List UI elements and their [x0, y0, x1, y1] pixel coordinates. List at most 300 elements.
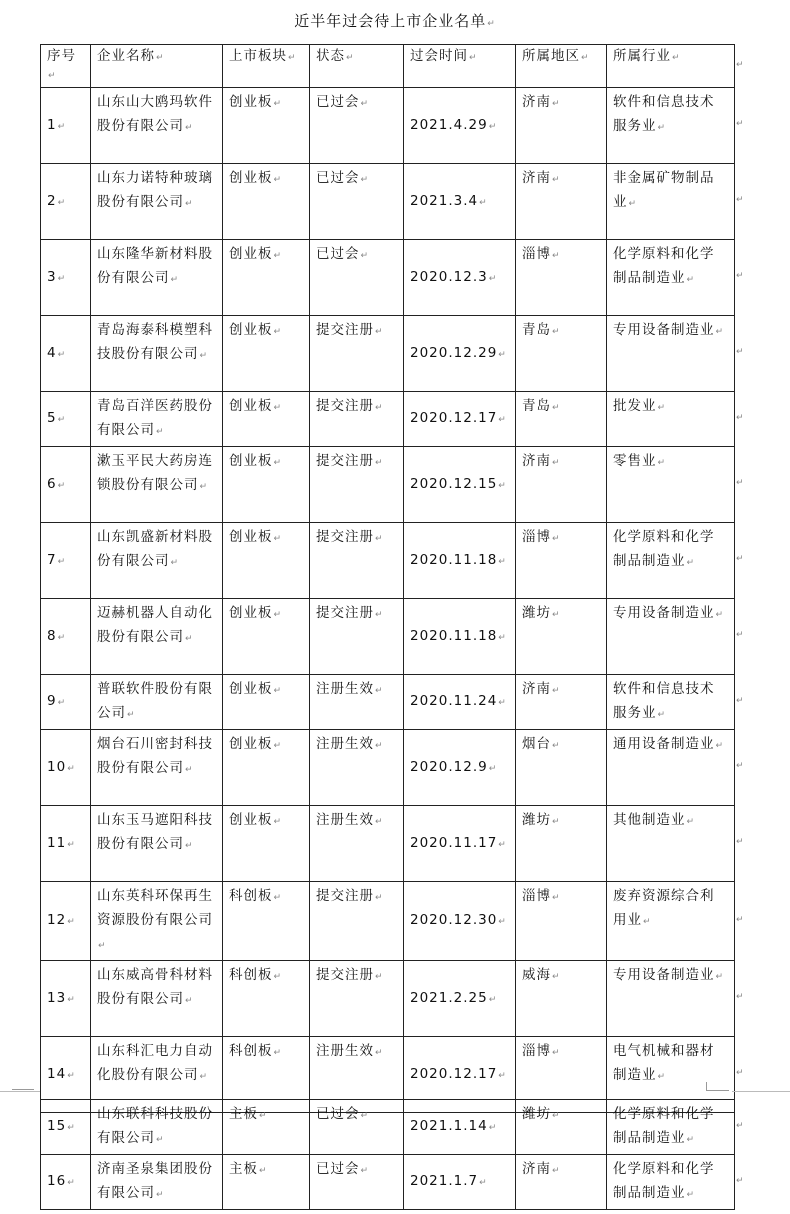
paragraph-mark-icon: ↵ [552, 1048, 561, 1058]
cell-text: 科创板 [229, 888, 273, 904]
cell-text: 已过会 [316, 246, 360, 262]
cell-text: 主板 [229, 1161, 258, 1177]
table-row [41, 730, 735, 806]
cell-text: 创业板 [229, 398, 273, 414]
cell-text: 普联软件股份有限公司 [97, 681, 213, 721]
cell-text: 淄博 [522, 529, 551, 545]
cell-name [91, 88, 223, 164]
paragraph-mark-icon: ↵ [375, 403, 384, 413]
paragraph-mark-icon: ↵ [488, 763, 498, 774]
cell-text: 零售业 [613, 453, 657, 469]
paragraph-mark-icon: ↵ [581, 53, 590, 63]
paragraph-mark-icon: ↵ [57, 556, 67, 567]
paragraph-mark-icon: ↵ [185, 841, 194, 851]
cell-industry [607, 240, 735, 316]
cell-name [91, 447, 223, 523]
paragraph-mark-icon: ↵ [479, 197, 488, 208]
cell-text: 专用设备制造业 [613, 322, 715, 338]
cell-text: 青岛百洋医药股份有限公司 [97, 398, 213, 438]
paragraph-mark-icon: ↵ [273, 893, 283, 903]
cell-industry [607, 599, 735, 675]
paragraph-mark-icon: ↵ [488, 994, 498, 1005]
paragraph-mark-icon: ↵ [57, 273, 67, 284]
row-end-mark-icon: ↵ [736, 761, 744, 771]
cell-text: 注册生效 [316, 1043, 374, 1059]
row-end-mark-icon: ↵ [736, 695, 744, 706]
cell-text: 化学原料和化学制品制造业 [613, 529, 715, 569]
paragraph-mark-icon: ↵ [375, 327, 384, 337]
cell-status [310, 882, 404, 961]
paragraph-mark-icon: ↵ [498, 556, 507, 567]
paragraph-mark-icon: ↵ [686, 1190, 696, 1200]
cell-status [310, 806, 404, 882]
cell-status [310, 523, 404, 599]
cell-text: 化学原料和化学制品制造业 [613, 1161, 715, 1201]
cell-date [404, 164, 516, 240]
cell-text: 科创板 [229, 1043, 273, 1059]
table-row [41, 523, 735, 599]
cell-text: 12 [47, 912, 67, 928]
paragraph-mark-icon: ↵ [67, 917, 76, 927]
paragraph-mark-icon: ↵ [156, 1135, 165, 1145]
cell-industry [607, 1100, 735, 1155]
column-header: 所属行业↵ [607, 45, 735, 88]
paragraph-mark-icon: ↵ [199, 1072, 209, 1082]
cell-text: 提交注册 [316, 605, 374, 621]
cell-text: 6 [47, 475, 57, 492]
paragraph-mark-icon: ↵ [57, 698, 67, 708]
paragraph-mark-icon: ↵ [552, 893, 561, 903]
row-end-mark-icon: ↵ [736, 195, 744, 205]
paragraph-mark-icon: ↵ [57, 632, 67, 643]
page-corner-marker [706, 1082, 729, 1091]
cell-date [404, 730, 516, 806]
cell-text: 9 [47, 693, 57, 709]
cell-text: 创业板 [229, 322, 273, 338]
paragraph-mark-icon: ↵ [273, 251, 283, 261]
cell-date [404, 240, 516, 316]
paragraph-mark-icon: ↵ [375, 972, 384, 982]
cell-status [310, 88, 404, 164]
paragraph-mark-icon: ↵ [67, 1178, 76, 1188]
cell-status [310, 316, 404, 392]
paragraph-mark-icon: ↵ [498, 480, 507, 491]
cell-text: 2020.11.18 [410, 627, 498, 644]
paragraph-mark-icon: ↵ [259, 1166, 268, 1176]
page-break-line [732, 1091, 790, 1092]
cell-industry [607, 523, 735, 599]
table-row [41, 164, 735, 240]
row-end-mark-icon: ↵ [736, 1068, 744, 1078]
cell-date [404, 1100, 516, 1155]
paragraph-mark-icon: ↵ [715, 972, 725, 982]
paragraph-mark-icon: ↵ [156, 1190, 165, 1200]
paragraph-mark-icon: ↵ [498, 917, 507, 927]
cell-text: 化学原料和化学制品制造业 [613, 246, 715, 286]
paragraph-mark-icon: ↵ [552, 251, 561, 261]
cell-text: 烟台 [522, 736, 551, 752]
cell-text: 青岛 [522, 322, 551, 338]
paragraph-mark-icon: ↵ [375, 610, 384, 620]
cell-text: 13 [47, 989, 67, 1006]
paragraph-mark-icon: ↵ [498, 349, 507, 360]
cell-board [223, 164, 310, 240]
paragraph-mark-icon: ↵ [686, 1135, 696, 1145]
paragraph-mark-icon: ↵ [552, 327, 561, 337]
row-end-mark-icon: ↵ [736, 271, 744, 281]
cell-text: 青岛海泰科模塑科技股份有限公司 [97, 322, 213, 362]
column-header: 企业名称↵ [91, 45, 223, 88]
paragraph-mark-icon: ↵ [170, 558, 180, 568]
cell-text: 济南 [522, 94, 551, 110]
cell-no [41, 523, 91, 599]
cell-status [310, 164, 404, 240]
paragraph-mark-icon: ↵ [469, 53, 478, 63]
paragraph-mark-icon: ↵ [185, 199, 194, 209]
ipo-company-table-continued [40, 1099, 735, 1210]
paragraph-mark-icon: ↵ [657, 403, 667, 413]
paragraph-mark-icon: ↵ [57, 349, 67, 360]
cell-text: 淄博 [522, 888, 551, 904]
cell-name [91, 316, 223, 392]
paragraph-mark-icon: ↵ [657, 710, 667, 720]
paragraph-mark-icon: ↵ [375, 686, 384, 696]
cell-text: 山东凯盛新材料股份有限公司 [97, 529, 213, 569]
cell-text: 漱玉平民大药房连锁股份有限公司 [97, 453, 213, 493]
column-header: 过会时间↵ [404, 45, 516, 88]
cell-date [404, 882, 516, 961]
cell-text: 2020.12.17 [410, 1065, 498, 1082]
cell-board [223, 392, 310, 447]
cell-name [91, 1100, 223, 1155]
paragraph-mark-icon: ↵ [57, 121, 67, 132]
cell-no [41, 240, 91, 316]
cell-status [310, 730, 404, 806]
cell-region [516, 316, 607, 392]
paragraph-mark-icon: ↵ [657, 123, 667, 133]
cell-board [223, 523, 310, 599]
paragraph-mark-icon: ↵ [156, 53, 165, 63]
paragraph-mark-icon: ↵ [715, 327, 725, 337]
paragraph-mark-icon: ↵ [498, 415, 507, 425]
cell-date [404, 806, 516, 882]
paragraph-mark-icon: ↵ [487, 19, 496, 29]
cell-text: 已过会 [316, 170, 360, 186]
cell-date [404, 523, 516, 599]
paragraph-mark-icon: ↵ [498, 632, 507, 643]
paragraph-mark-icon: ↵ [552, 99, 561, 109]
cell-industry [607, 882, 735, 961]
cell-date [404, 675, 516, 730]
paragraph-mark-icon: ↵ [98, 941, 107, 951]
cell-text: 专用设备制造业 [613, 605, 715, 621]
cell-text: 软件和信息技术服务业 [613, 681, 715, 721]
cell-region [516, 523, 607, 599]
paragraph-mark-icon: ↵ [552, 741, 561, 751]
paragraph-mark-icon: ↵ [360, 175, 370, 185]
table-row [41, 599, 735, 675]
cell-text: 创业板 [229, 736, 273, 752]
column-header: 所属地区↵ [516, 45, 607, 88]
table-row [41, 806, 735, 882]
paragraph-mark-icon: ↵ [185, 765, 194, 775]
paragraph-mark-icon: ↵ [375, 1048, 384, 1058]
cell-status [310, 1155, 404, 1210]
paragraph-mark-icon: ↵ [628, 199, 638, 209]
cell-text: 创业板 [229, 529, 273, 545]
cell-region [516, 1100, 607, 1155]
cell-text: 济南 [522, 170, 551, 186]
table-row [41, 675, 735, 730]
paragraph-mark-icon: ↵ [488, 1123, 498, 1133]
paragraph-mark-icon: ↵ [273, 1048, 283, 1058]
paragraph-mark-icon: ↵ [672, 53, 681, 63]
cell-name [91, 675, 223, 730]
cell-no [41, 316, 91, 392]
cell-date [404, 1155, 516, 1210]
cell-date [404, 316, 516, 392]
cell-status [310, 240, 404, 316]
cell-text: 7 [47, 551, 57, 568]
cell-no [41, 447, 91, 523]
cell-text: 青岛 [522, 398, 551, 414]
cell-text: 2020.12.3 [410, 268, 488, 285]
cell-text: 5 [47, 410, 57, 426]
cell-industry [607, 164, 735, 240]
cell-region [516, 675, 607, 730]
paragraph-mark-icon: ↵ [273, 534, 283, 544]
paragraph-mark-icon: ↵ [273, 741, 283, 751]
paragraph-mark-icon: ↵ [498, 1070, 507, 1081]
cell-text: 济南 [522, 681, 551, 697]
paragraph-mark-icon: ↵ [288, 53, 297, 63]
table-row [41, 392, 735, 447]
cell-text: 2020.12.15 [410, 475, 498, 492]
paragraph-mark-icon: ↵ [552, 610, 561, 620]
row-end-mark-icon: ↵ [736, 554, 744, 564]
cell-status [310, 675, 404, 730]
cell-board [223, 88, 310, 164]
cell-text: 烟台石川密封科技股份有限公司 [97, 736, 213, 776]
cell-text: 专用设备制造业 [613, 967, 715, 983]
cell-text: 已过会 [316, 1106, 360, 1122]
cell-no [41, 961, 91, 1037]
cell-status [310, 599, 404, 675]
cell-date [404, 88, 516, 164]
cell-text: 2 [47, 192, 57, 209]
ipo-company-table [40, 44, 735, 1113]
cell-text: 1 [47, 116, 57, 133]
paragraph-mark-icon: ↵ [156, 427, 165, 437]
cell-text: 3 [47, 268, 57, 285]
cell-name [91, 1155, 223, 1210]
cell-board [223, 599, 310, 675]
cell-no [41, 392, 91, 447]
cell-text: 科创板 [229, 967, 273, 983]
document-title: 近半年过会待上市企业名单↵ [294, 12, 496, 30]
cell-industry [607, 961, 735, 1037]
cell-board [223, 882, 310, 961]
cell-status [310, 392, 404, 447]
cell-industry [607, 316, 735, 392]
cell-date [404, 599, 516, 675]
cell-no [41, 882, 91, 961]
paragraph-mark-icon: ↵ [360, 99, 370, 109]
table-row [41, 1155, 735, 1210]
paragraph-mark-icon: ↵ [67, 1123, 76, 1133]
paragraph-mark-icon: ↵ [185, 634, 194, 644]
cell-text: 化学原料和化学制品制造业 [613, 1106, 715, 1146]
cell-text: 软件和信息技术服务业 [613, 94, 715, 134]
cell-name [91, 599, 223, 675]
row-end-mark-icon: ↵ [736, 914, 744, 925]
cell-no [41, 164, 91, 240]
cell-text: 2020.11.17 [410, 834, 498, 851]
paragraph-mark-icon: ↵ [552, 458, 561, 468]
paragraph-mark-icon: ↵ [657, 458, 667, 468]
paragraph-mark-icon: ↵ [552, 403, 561, 413]
paragraph-mark-icon: ↵ [375, 817, 384, 827]
cell-region [516, 961, 607, 1037]
cell-name [91, 523, 223, 599]
cell-industry [607, 675, 735, 730]
table-row [41, 240, 735, 316]
cell-text: 2020.11.18 [410, 551, 498, 568]
row-end-mark-icon: ↵ [736, 992, 744, 1002]
paragraph-mark-icon: ↵ [67, 994, 76, 1005]
cell-date [404, 447, 516, 523]
table-row [41, 961, 735, 1037]
paragraph-mark-icon: ↵ [375, 893, 384, 903]
cell-no [41, 806, 91, 882]
cell-region [516, 730, 607, 806]
cell-text: 2021.4.29 [410, 116, 488, 133]
cell-no [41, 675, 91, 730]
cell-industry [607, 447, 735, 523]
paragraph-mark-icon: ↵ [185, 123, 194, 133]
paragraph-mark-icon: ↵ [67, 763, 76, 774]
paragraph-mark-icon: ↵ [273, 972, 283, 982]
paragraph-mark-icon: ↵ [259, 1111, 268, 1121]
paragraph-mark-icon: ↵ [273, 403, 283, 413]
cell-text: 2021.1.7 [410, 1173, 479, 1189]
cell-text: 创业板 [229, 246, 273, 262]
paragraph-mark-icon: ↵ [273, 327, 283, 337]
cell-region [516, 447, 607, 523]
paragraph-mark-icon: ↵ [67, 1070, 76, 1081]
row-end-mark-icon: ↵ [736, 1175, 744, 1186]
cell-text: 15 [47, 1118, 67, 1134]
cell-industry [607, 392, 735, 447]
paragraph-mark-icon: ↵ [643, 917, 652, 927]
cell-text: 注册生效 [316, 812, 374, 828]
paragraph-mark-icon: ↵ [67, 839, 76, 850]
cell-board [223, 447, 310, 523]
cell-text: 2020.11.24 [410, 693, 498, 709]
cell-status [310, 961, 404, 1037]
cell-text: 2020.12.17 [410, 410, 498, 426]
cell-text: 山东玉马遮阳科技股份有限公司 [97, 812, 213, 852]
cell-text: 注册生效 [316, 681, 374, 697]
cell-board [223, 806, 310, 882]
cell-text: 创业板 [229, 453, 273, 469]
cell-text: 11 [47, 834, 67, 851]
paragraph-mark-icon: ↵ [360, 251, 370, 261]
paragraph-mark-icon: ↵ [375, 534, 384, 544]
paragraph-mark-icon: ↵ [48, 71, 57, 81]
cell-text: 创业板 [229, 812, 273, 828]
cell-text: 济南 [522, 1161, 551, 1177]
cell-text: 2021.3.4 [410, 192, 479, 209]
cell-text: 山东威高骨科材料股份有限公司 [97, 967, 213, 1007]
cell-name [91, 164, 223, 240]
cell-board [223, 730, 310, 806]
cell-text: 通用设备制造业 [613, 736, 715, 752]
paragraph-mark-icon: ↵ [185, 996, 194, 1006]
cell-name [91, 961, 223, 1037]
paragraph-mark-icon: ↵ [686, 817, 696, 827]
cell-region [516, 599, 607, 675]
cell-region [516, 88, 607, 164]
cell-region [516, 240, 607, 316]
cell-industry [607, 806, 735, 882]
paragraph-mark-icon: ↵ [57, 480, 67, 491]
cell-text: 批发业 [613, 398, 657, 414]
row-end-mark-icon: ↵ [736, 837, 744, 847]
cell-region [516, 806, 607, 882]
cell-name [91, 240, 223, 316]
page-break-line [0, 1091, 40, 1092]
table-row [41, 882, 735, 961]
cell-region [516, 164, 607, 240]
cell-text: 山东联科科技股份有限公司 [97, 1106, 213, 1146]
paragraph-mark-icon: ↵ [360, 1166, 370, 1176]
table-header-row [41, 45, 735, 88]
cell-region [516, 1155, 607, 1210]
cell-text: 废弃资源综合利用业 [613, 888, 715, 928]
cell-text: 山东隆华新材料股份有限公司 [97, 246, 213, 286]
paragraph-mark-icon: ↵ [552, 534, 561, 544]
cell-text: 济南 [522, 453, 551, 469]
paragraph-mark-icon: ↵ [686, 558, 696, 568]
column-header: 上市板块↵ [223, 45, 310, 88]
cell-text: 2021.1.14 [410, 1118, 488, 1134]
cell-region [516, 882, 607, 961]
cell-text: 4 [47, 344, 57, 361]
cell-text: 创业板 [229, 681, 273, 697]
cell-name [91, 730, 223, 806]
cell-text: 非金属矿物制品业 [613, 170, 715, 210]
cell-text: 威海 [522, 967, 551, 983]
cell-text: 提交注册 [316, 529, 374, 545]
cell-text: 提交注册 [316, 967, 374, 983]
paragraph-mark-icon: ↵ [57, 197, 67, 208]
paragraph-mark-icon: ↵ [360, 1111, 370, 1121]
cell-name [91, 806, 223, 882]
paragraph-mark-icon: ↵ [273, 175, 283, 185]
paragraph-mark-icon: ↵ [552, 817, 561, 827]
cell-text: 已过会 [316, 1161, 360, 1177]
paragraph-mark-icon: ↵ [199, 482, 209, 492]
cell-status [310, 1100, 404, 1155]
paragraph-mark-icon: ↵ [127, 710, 136, 720]
cell-industry [607, 730, 735, 806]
cell-text: 迈赫机器人自动化股份有限公司 [97, 605, 213, 645]
cell-text: 14 [47, 1065, 67, 1082]
cell-text: 2021.2.25 [410, 989, 488, 1006]
cell-text: 山东英科环保再生资源股份有限公司 [97, 888, 213, 928]
paragraph-mark-icon: ↵ [273, 99, 283, 109]
